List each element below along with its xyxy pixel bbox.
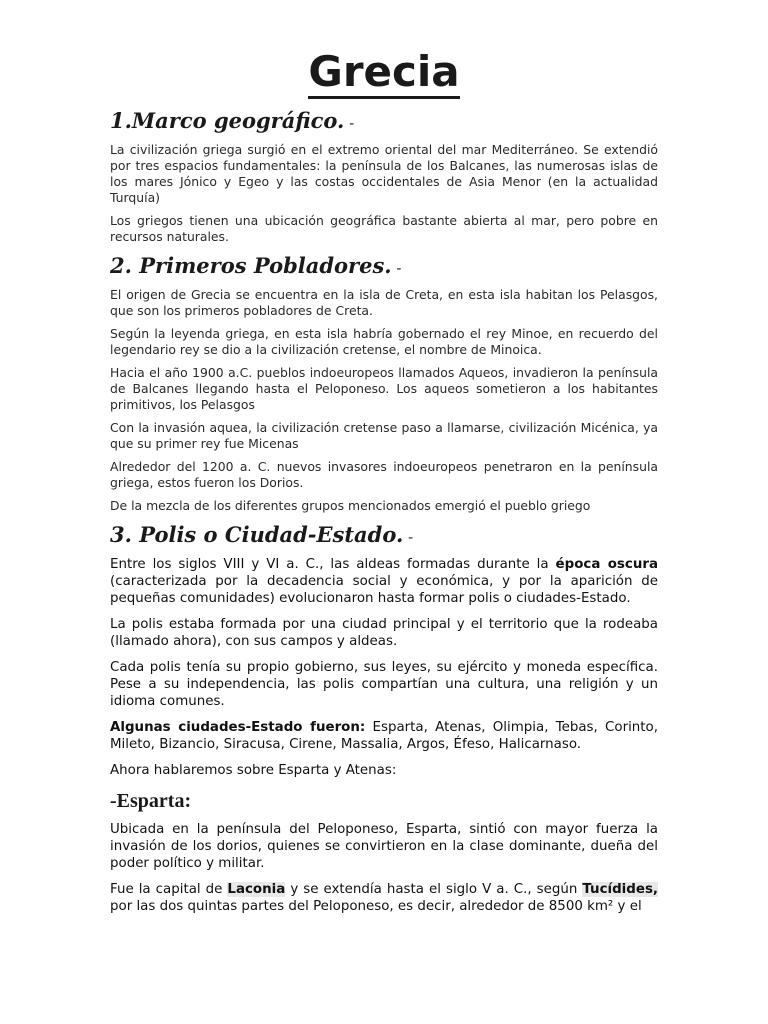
paragraph: La civilización griega surgió en el extremo oriental del mar Mediterráneo. Se extendió por tres espacios fundamentales: la península de los Balcanes, las numerosas islas de los mares Jónico y Egeo y las costas occidentales de Asia Menor (en la actualidad Turquía) <box>110 142 658 205</box>
paragraph: La polis estaba formada por una ciudad principal y el territorio que la rodeaba (llamado ahora), con sus campos y aldeas. <box>110 617 658 649</box>
link-tucidides[interactable]: Tucídides, <box>582 882 658 897</box>
section-marco-geografico <box>110 108 658 245</box>
document-title: Grecia <box>110 44 658 100</box>
paragraph: Con la invasión aquea, la civilización cretense paso a llamarse, civilización Micénica, ya que su primer rey fue Micenas <box>110 420 658 451</box>
section-heading: 3. Polis o Ciudad-Estado. - <box>110 522 414 547</box>
section-heading: 2. Primeros Pobladores. - <box>110 253 402 278</box>
paragraph: Ubicada en la península del Peloponeso, Esparta, sintió con mayor fuerza la invasión de los dorios, quienes se convirtieron en la clase dominante, dueña del poder político y militar. <box>110 822 658 871</box>
section-heading: 1.Marco geográfico. - <box>110 108 355 133</box>
paragraph: Algunas ciudades-Estado fueron: Esparta, Atenas, Olimpia, Tebas, Corinto, Mileto, Bizancio, Siracusa, Cirene, Massalia, Argos, Éfeso, Halicarnaso. <box>110 720 658 752</box>
paragraph: De la mezcla de los diferentes grupos mencionados emergió el pueblo griego <box>110 498 591 513</box>
paragraph: Los griegos tienen una ubicación geográfica bastante abierta al mar, pero pobre en recursos naturales. <box>110 213 658 244</box>
bold-term: Algunas ciudades-Estado fueron: <box>110 720 366 735</box>
paragraph: Ahora hablaremos sobre Esparta y Atenas: <box>110 763 397 778</box>
paragraph: El origen de Grecia se encuentra en la isla de Creta, en esta isla habitan los Pelasgos, que son los primeros pobladores de Creta. <box>110 287 658 318</box>
section-polis <box>110 522 658 915</box>
paragraph: Según la leyenda griega, en esta isla habría gobernado el rey Minoe, en recuerdo del legendario rey se dio a la civilización cretense, el nombre de Minoica. <box>110 326 658 357</box>
subsection-heading-esparta: -Esparta: <box>110 790 192 812</box>
document-page <box>110 44 658 924</box>
paragraph: Cada polis tenía su propio gobierno, sus leyes, su ejército y moneda específica. Pese a su independencia, las polis compartían una cultura, una religión y un idioma comunes. <box>110 660 658 709</box>
paragraph: Fue la capital de Laconia y se extendía hasta el siglo V a. C., según Tucídides, por las dos quintas partes del Peloponeso, es decir, alrededor de 8500 km² y el <box>110 882 658 914</box>
bold-term: época oscura <box>555 557 658 572</box>
link-laconia[interactable]: Laconia <box>227 882 286 897</box>
paragraph: Alrededor del 1200 a. C. nuevos invasores indoeuropeos penetraron en la península griega, estos fueron los Dorios. <box>110 459 658 490</box>
paragraph: Hacia el año 1900 a.C. pueblos indoeuropeos llamados Aqueos, invadieron la península de Balcanes llegando hasta el Peloponeso. Los aqueos sometieron a los habitantes primitivos, los Pelasgos <box>110 365 658 412</box>
section-primeros-pobladores <box>110 253 658 514</box>
paragraph: Entre los siglos VIII y VI a. C., las aldeas formadas durante la época oscura (caracterizada por la decadencia social y económica, y por la aparición de pequeñas comunidades) evolucionaron hasta formar polis o ciudades-Estado. <box>110 557 658 606</box>
